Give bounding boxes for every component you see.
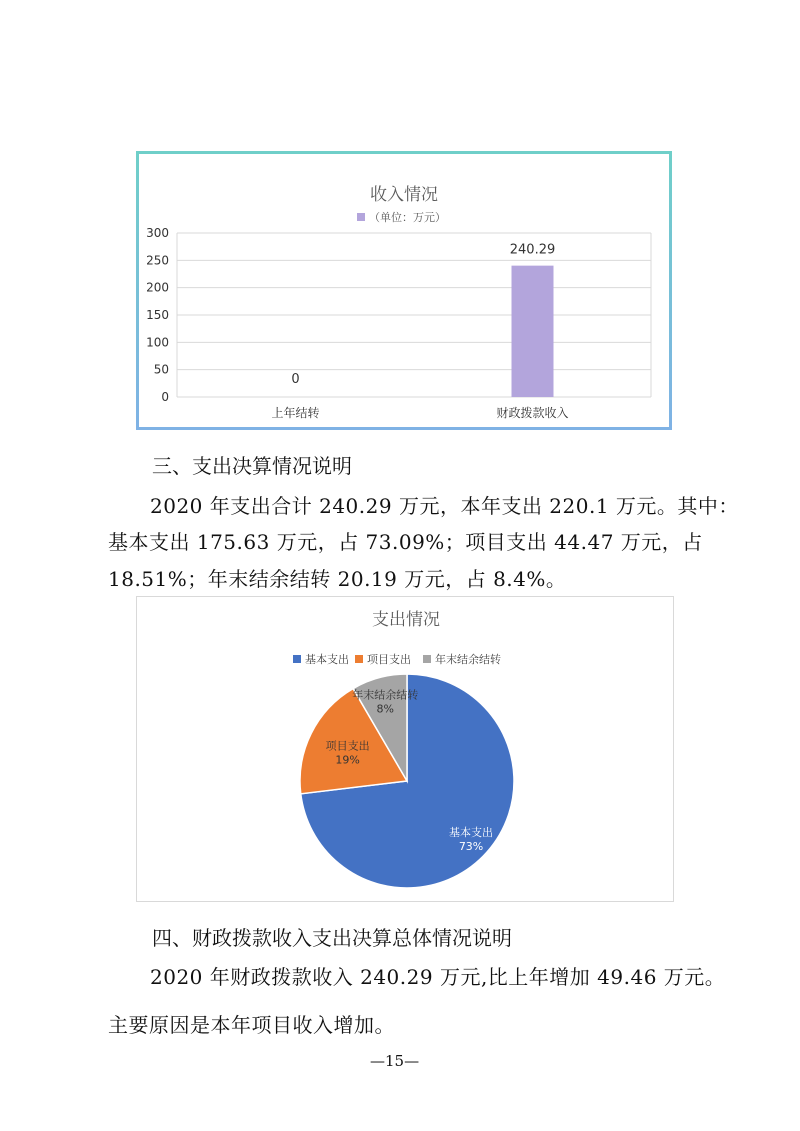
chart2-slice-label: 年末结余结转 xyxy=(352,688,419,702)
page-number: —15— xyxy=(370,1052,420,1070)
chart1-xtick-label: 上年结转 xyxy=(271,406,320,420)
chart2-slice-percent: 19% xyxy=(335,753,360,767)
chart1-data-label: 0 xyxy=(291,372,300,387)
section4-line-1: 2020 年财政拨款收入 240.29 万元,比上年增加 49.46 万元。 xyxy=(150,965,726,989)
chart1-ytick-label: 300 xyxy=(146,226,169,240)
chart2-slice-percent: 8% xyxy=(376,702,394,716)
chart2-slice-label: 基本支出 xyxy=(449,825,494,839)
section3-line-3: 18.51%；年末结余结转 20.19 万元，占 8.4%。 xyxy=(108,567,567,591)
chart2-slice-percent: 73% xyxy=(458,839,484,853)
chart1-legend-label: （单位：万元） xyxy=(369,211,446,224)
chart2-slice-label: 项目支出 xyxy=(325,739,370,753)
income-bar-chart xyxy=(139,154,669,427)
chart1-legend-swatch xyxy=(357,213,365,221)
chart2-title: 支出情况 xyxy=(372,610,440,630)
expenditure-chart-frame xyxy=(136,596,674,902)
chart2-legend-swatch xyxy=(423,655,431,663)
chart2-legend-swatch xyxy=(293,655,301,663)
chart1-ytick-label: 50 xyxy=(153,362,169,377)
chart2-legend-label: 年末结余结转 xyxy=(435,653,501,666)
section3-line-1: 2020 年支出合计 240.29 万元，本年支出 220.1 万元。其中： xyxy=(150,494,739,518)
chart1-ytick-label: 100 xyxy=(146,335,169,350)
chart1-xtick-label: 财政拨款收入 xyxy=(496,406,569,420)
expenditure-pie-chart xyxy=(137,597,673,901)
chart1-title: 收入情况 xyxy=(370,185,438,205)
income-chart-frame xyxy=(136,151,672,430)
section4-line-2: 主要原因是本年项目收入增加。 xyxy=(108,1013,395,1037)
chart1-bar xyxy=(512,266,554,397)
chart1-ytick-label: 150 xyxy=(146,308,169,322)
chart2-legend-swatch xyxy=(355,655,363,663)
chart1-ytick-label: 200 xyxy=(146,280,169,295)
chart1-ytick-label: 0 xyxy=(161,390,169,404)
section4-heading: 四、财政拨款收入支出决算总体情况说明 xyxy=(152,926,512,950)
chart1-data-label: 240.29 xyxy=(509,242,556,258)
chart1-ytick-label: 250 xyxy=(146,253,169,268)
section3-line-2: 基本支出 175.63 万元，占 73.09%；项目支出 44.47 万元，占 xyxy=(108,530,703,554)
chart2-legend-label: 项目支出 xyxy=(367,653,411,666)
chart2-legend-label: 基本支出 xyxy=(305,653,349,666)
section3-heading: 三、支出决算情况说明 xyxy=(152,454,352,478)
